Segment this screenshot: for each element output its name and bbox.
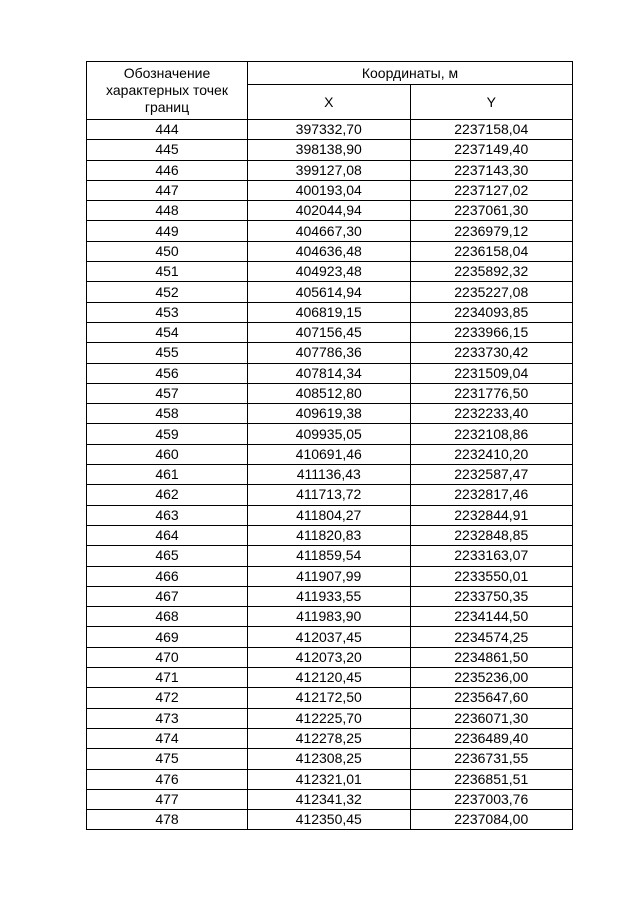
cell-x: 410691,46	[248, 444, 411, 464]
cell-x: 400193,04	[248, 180, 411, 200]
table-row	[87, 627, 573, 647]
cell-y: 2237143,30	[410, 160, 573, 180]
cell-y: 2237127,02	[410, 180, 573, 200]
cell-x: 397332,70	[248, 120, 411, 140]
table-row	[87, 465, 573, 485]
cell-x: 411859,54	[248, 546, 411, 566]
table-row	[87, 201, 573, 221]
cell-x: 404636,48	[248, 241, 411, 261]
table-row	[87, 160, 573, 180]
table-row	[87, 749, 573, 769]
table-row	[87, 404, 573, 424]
cell-y: 2232844,91	[410, 505, 573, 525]
cell-x: 402044,94	[248, 201, 411, 221]
cell-point: 448	[87, 201, 248, 221]
cell-y: 2236071,30	[410, 708, 573, 728]
cell-y: 2232410,20	[410, 444, 573, 464]
cell-x: 412308,25	[248, 749, 411, 769]
coordinates-table	[86, 61, 573, 830]
cell-x: 411907,99	[248, 566, 411, 586]
cell-y: 2233550,01	[410, 566, 573, 586]
coordinates-sheet	[86, 61, 573, 830]
cell-point: 444	[87, 120, 248, 140]
table-row	[87, 810, 573, 830]
cell-y: 2236979,12	[410, 221, 573, 241]
cell-y: 2235236,00	[410, 668, 573, 688]
cell-point: 452	[87, 282, 248, 302]
cell-y: 2233163,07	[410, 546, 573, 566]
table-row	[87, 140, 573, 160]
table-row	[87, 769, 573, 789]
cell-y: 2231776,50	[410, 383, 573, 403]
header-coordinates-title: Координаты, м	[248, 62, 573, 85]
table-row	[87, 647, 573, 667]
cell-point: 453	[87, 302, 248, 322]
cell-x: 411713,72	[248, 485, 411, 505]
cell-y: 2235892,32	[410, 262, 573, 282]
cell-point: 466	[87, 566, 248, 586]
cell-x: 405614,94	[248, 282, 411, 302]
table-row	[87, 505, 573, 525]
cell-y: 2237003,76	[410, 789, 573, 809]
cell-y: 2232848,85	[410, 525, 573, 545]
cell-point: 462	[87, 485, 248, 505]
cell-x: 411136,43	[248, 465, 411, 485]
header-y: Y	[410, 85, 573, 120]
cell-point: 468	[87, 607, 248, 627]
cell-y: 2236489,40	[410, 728, 573, 748]
cell-x: 398138,90	[248, 140, 411, 160]
cell-point: 470	[87, 647, 248, 667]
cell-x: 404667,30	[248, 221, 411, 241]
cell-x: 412073,20	[248, 647, 411, 667]
cell-point: 460	[87, 444, 248, 464]
cell-point: 474	[87, 728, 248, 748]
cell-x: 407786,36	[248, 343, 411, 363]
cell-point: 454	[87, 322, 248, 342]
cell-point: 475	[87, 749, 248, 769]
cell-y: 2232233,40	[410, 404, 573, 424]
table-row	[87, 120, 573, 140]
cell-x: 411983,90	[248, 607, 411, 627]
cell-point: 445	[87, 140, 248, 160]
table-row	[87, 180, 573, 200]
cell-y: 2234861,50	[410, 647, 573, 667]
cell-x: 412321,01	[248, 769, 411, 789]
table-row	[87, 322, 573, 342]
cell-point: 457	[87, 383, 248, 403]
cell-point: 446	[87, 160, 248, 180]
table-row	[87, 668, 573, 688]
header-designation: Обозначение характерных точек границ	[87, 62, 248, 120]
table-row	[87, 485, 573, 505]
cell-point: 467	[87, 586, 248, 606]
cell-y: 2235647,60	[410, 688, 573, 708]
cell-x: 404923,48	[248, 262, 411, 282]
table-row	[87, 546, 573, 566]
cell-point: 464	[87, 525, 248, 545]
cell-y: 2234574,25	[410, 627, 573, 647]
cell-point: 458	[87, 404, 248, 424]
cell-x: 407814,34	[248, 363, 411, 383]
cell-x: 411933,55	[248, 586, 411, 606]
table-row	[87, 444, 573, 464]
cell-x: 406819,15	[248, 302, 411, 322]
table-row	[87, 282, 573, 302]
table-row	[87, 688, 573, 708]
table-header	[87, 62, 573, 120]
table-row	[87, 343, 573, 363]
cell-x: 412350,45	[248, 810, 411, 830]
cell-point: 459	[87, 424, 248, 444]
cell-y: 2237084,00	[410, 810, 573, 830]
cell-point: 469	[87, 627, 248, 647]
table-row	[87, 424, 573, 444]
cell-y: 2236158,04	[410, 241, 573, 261]
cell-x: 411804,27	[248, 505, 411, 525]
cell-y: 2232108,86	[410, 424, 573, 444]
cell-y: 2233750,35	[410, 586, 573, 606]
cell-y: 2237158,04	[410, 120, 573, 140]
table-row	[87, 262, 573, 282]
cell-point: 456	[87, 363, 248, 383]
cell-point: 477	[87, 789, 248, 809]
cell-x: 407156,45	[248, 322, 411, 342]
cell-point: 461	[87, 465, 248, 485]
cell-x: 412278,25	[248, 728, 411, 748]
table-row	[87, 525, 573, 545]
cell-point: 476	[87, 769, 248, 789]
header-x: X	[248, 85, 411, 120]
table-row	[87, 383, 573, 403]
table-row	[87, 607, 573, 627]
cell-point: 450	[87, 241, 248, 261]
cell-point: 447	[87, 180, 248, 200]
cell-y: 2235227,08	[410, 282, 573, 302]
cell-y: 2236851,51	[410, 769, 573, 789]
table-row	[87, 363, 573, 383]
cell-x: 412341,32	[248, 789, 411, 809]
cell-x: 411820,83	[248, 525, 411, 545]
table-row	[87, 566, 573, 586]
cell-x: 409935,05	[248, 424, 411, 444]
cell-point: 451	[87, 262, 248, 282]
cell-point: 473	[87, 708, 248, 728]
cell-y: 2232817,46	[410, 485, 573, 505]
table-body	[87, 120, 573, 830]
cell-y: 2232587,47	[410, 465, 573, 485]
table-row	[87, 728, 573, 748]
cell-point: 465	[87, 546, 248, 566]
cell-y: 2234144,50	[410, 607, 573, 627]
cell-y: 2234093,85	[410, 302, 573, 322]
cell-y: 2236731,55	[410, 749, 573, 769]
cell-y: 2231509,04	[410, 363, 573, 383]
table-row	[87, 302, 573, 322]
cell-point: 478	[87, 810, 248, 830]
cell-x: 412225,70	[248, 708, 411, 728]
cell-x: 409619,38	[248, 404, 411, 424]
table-row	[87, 789, 573, 809]
cell-y: 2233966,15	[410, 322, 573, 342]
cell-x: 412172,50	[248, 688, 411, 708]
cell-y: 2237149,40	[410, 140, 573, 160]
cell-point: 449	[87, 221, 248, 241]
cell-x: 399127,08	[248, 160, 411, 180]
cell-y: 2237061,30	[410, 201, 573, 221]
table-row	[87, 241, 573, 261]
cell-point: 471	[87, 668, 248, 688]
table-row	[87, 586, 573, 606]
cell-point: 455	[87, 343, 248, 363]
cell-point: 463	[87, 505, 248, 525]
cell-x: 412120,45	[248, 668, 411, 688]
cell-y: 2233730,42	[410, 343, 573, 363]
cell-point: 472	[87, 688, 248, 708]
cell-x: 408512,80	[248, 383, 411, 403]
table-row	[87, 708, 573, 728]
header-row-top	[87, 62, 573, 85]
table-row	[87, 221, 573, 241]
cell-x: 412037,45	[248, 627, 411, 647]
